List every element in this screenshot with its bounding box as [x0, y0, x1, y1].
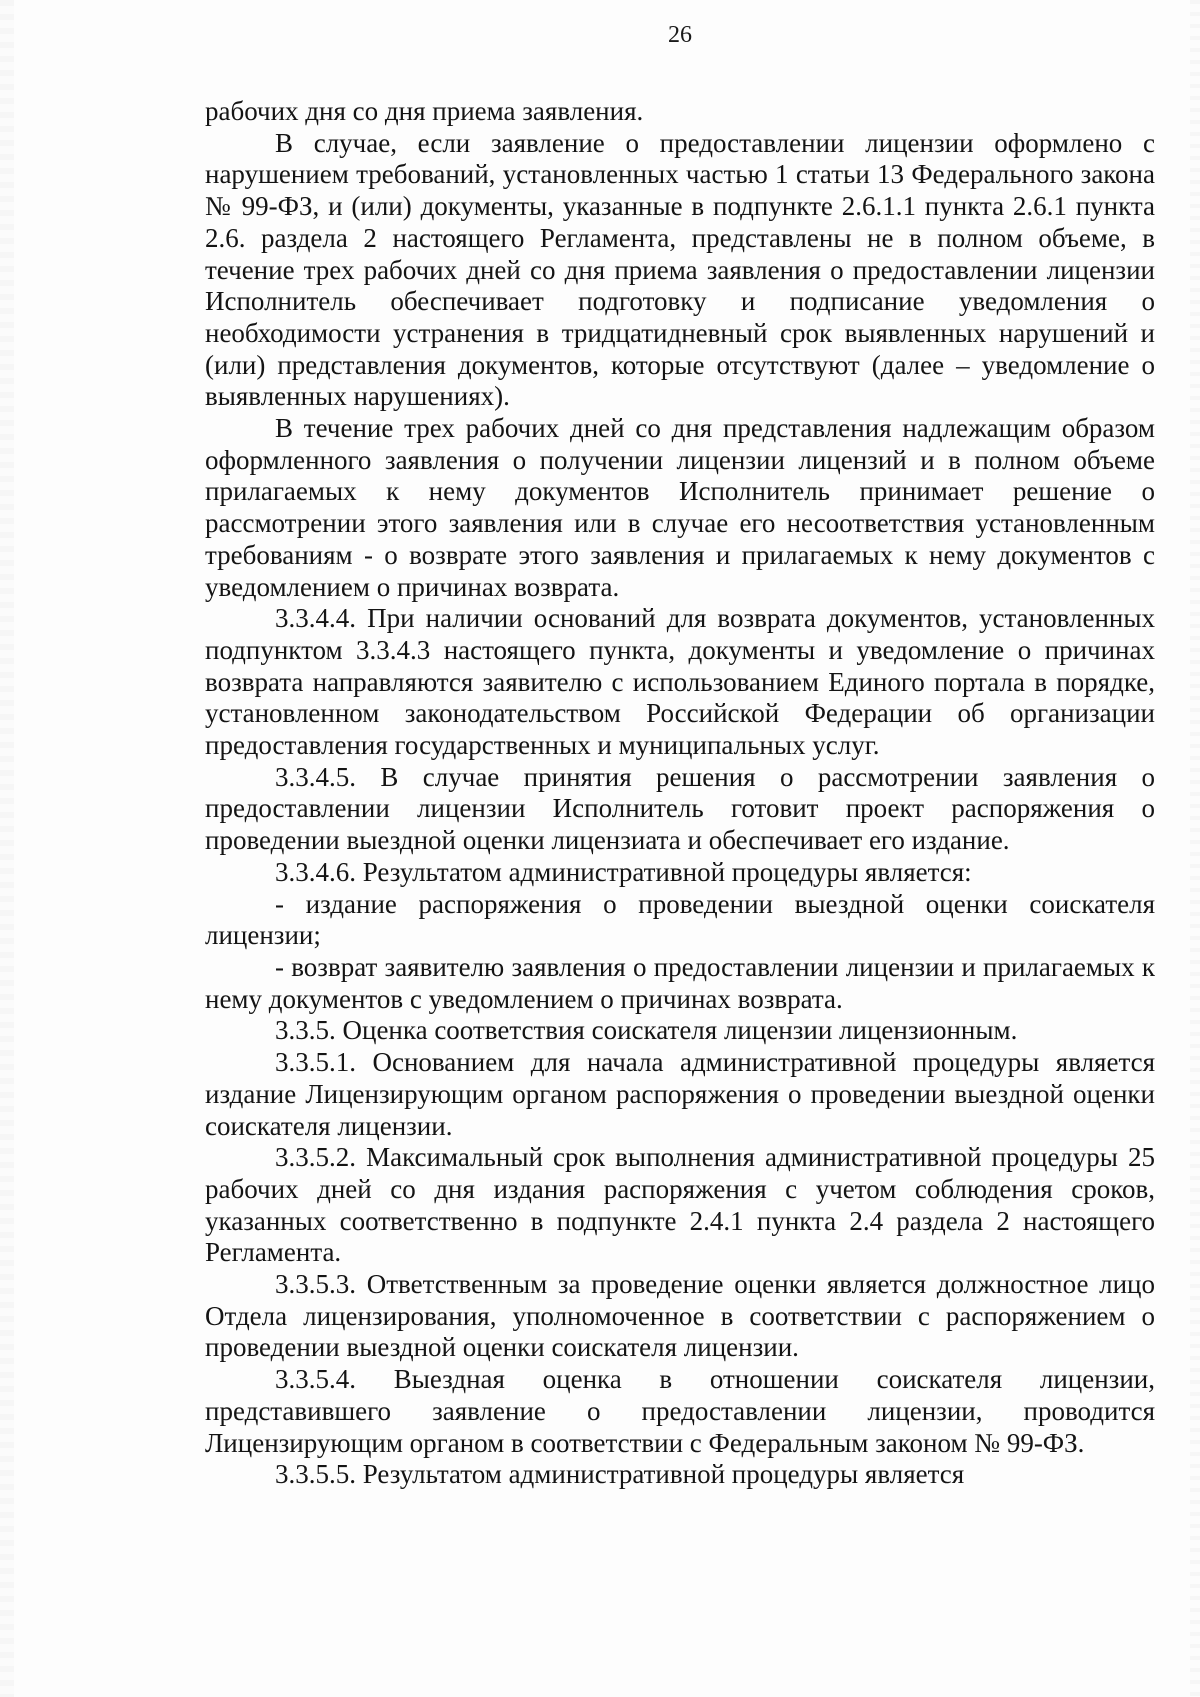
- list-item: - возврат заявителю заявления о предоставлении лицензии и прилагаемых к нему документов с уведомлением о причинах возврата.: [205, 951, 1155, 1014]
- document-body: [205, 96, 1155, 1491]
- scan-edge-right: [1190, 0, 1200, 1697]
- paragraph: В случае, если заявление о предоставлении лицензии оформлено с нарушением требований, установленных частью 1 статьи 13 Федерального закона № 99-ФЗ, и (или) документы, указанные в подпункте 2.6.1.1 пункта 2.6.1 пункта 2.6. раздела 2 настоящего Регламента, представлены не в полном объеме, в течение трех рабочих дней со дня приема заявления о предоставлении лицензии Исполнитель обеспечивает подготовку и подписание уведомления о необходимости устранения в тридцатидневный срок выявленных нарушений и (или) представления документов, которые отсутствуют (далее – уведомление о выявленных нарушениях).: [205, 127, 1155, 412]
- page-number: 26: [668, 22, 692, 48]
- paragraph: 3.3.5.5. Результатом административной процедуры является: [275, 1459, 965, 1490]
- paragraph: рабочих дня со дня приема заявления.: [205, 96, 644, 126]
- list-item: - издание распоряжения о проведении выездной оценки соискателя лицензии;: [205, 888, 1155, 951]
- paragraph: 3.3.4.4. При наличии оснований для возврата документов, установленных подпунктом 3.3.4.3 настоящего пункта, документы и уведомление о причинах возврата направляются заявителю с использованием Единого портала в порядке, установленном законодательством Российской Федерации об организации предоставления государственных и муниципальных услуг.: [205, 603, 1155, 761]
- paragraph: 3.3.5.2. Максимальный срок выполнения административной процедуры 25 рабочих дней со дня издания распоряжения с учетом соблюдения сроков, указанных соответственно в подпункте 2.4.1 пункта 2.4 раздела 2 настоящего Регламента.: [205, 1142, 1155, 1268]
- section-heading: 3.3.5. Оценка соответствия соискателя лицензии лицензионным.: [275, 1015, 1018, 1046]
- paragraph: 3.3.5.4. Выездная оценка в отношении соискателя лицензии, представившего заявление о предоставлении лицензии, проводится Лицензирующим органом в соответствии с Федеральным законом № 99-ФЗ.: [205, 1364, 1155, 1458]
- paragraph: 3.3.4.6. Результатом административной процедуры является:: [275, 856, 972, 887]
- paragraph: 3.3.5.3. Ответственным за проведение оценки является должностное лицо Отдела лицензирования, уполномоченное в соответствии с распоряжением о проведении выездной оценки соискателя лицензии.: [205, 1269, 1155, 1363]
- paragraph: 3.3.5.1. Основанием для начала административной процедуры является издание Лицензирующим органом распоряжения о проведении выездной оценки соискателя лицензии.: [205, 1047, 1155, 1141]
- paragraph: В течение трех рабочих дней со дня представления надлежащим образом оформленного заявления о получении лицензии лицензий и в полном объеме прилагаемых к нему документов Исполнитель принимает решение о рассмотрении этого заявления или в случае его несоответствия установленным требованиям - о возврате этого заявления и прилагаемых к нему документов с уведомлением о причинах возврата.: [205, 413, 1155, 602]
- paragraph: 3.3.4.5. В случае принятия решения о рассмотрении заявления о предоставлении лицензии Исполнитель готовит проект распоряжения о проведении выездной оценки лицензиата и обеспечивает его издание.: [205, 761, 1155, 856]
- scan-edge-left: [0, 0, 14, 1697]
